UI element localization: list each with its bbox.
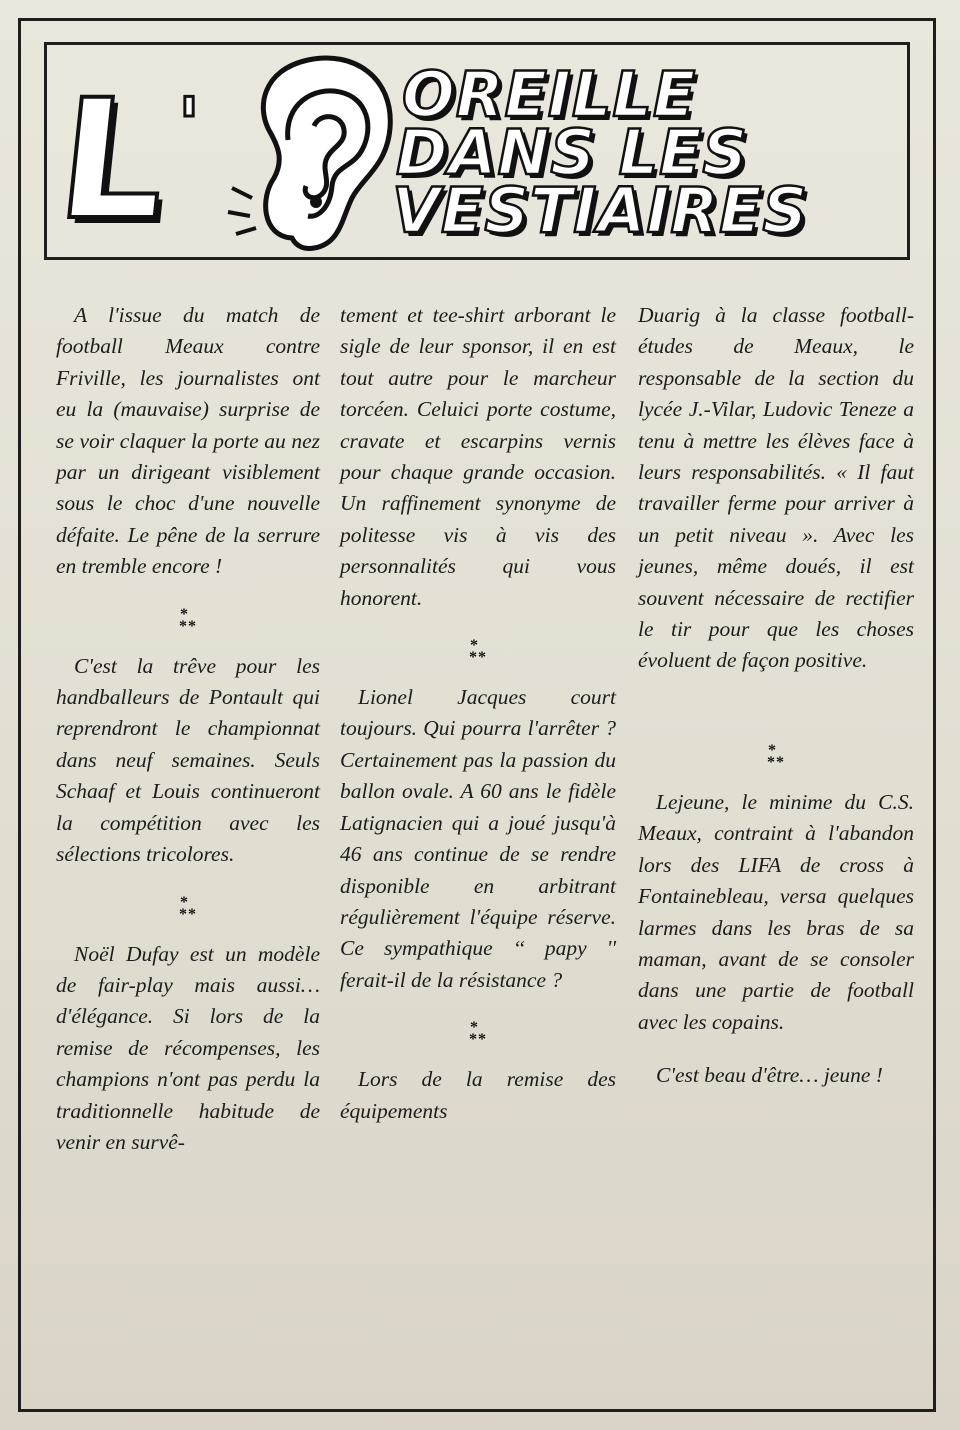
article-paragraph: A l'issue du match de football Meaux contre Friville, les journalistes ont eu la (mauvaise) surprise de se voir claquer la porte au nez par un dirigeant visiblement sous le choc d'une nouvelle défaite. Le pêne de la serrure en tremble encore ! — [56, 303, 320, 579]
separator-star-2: ** — [767, 753, 785, 771]
article-paragraph: Lionel Jacques court toujours. Qui pourra l'arrêter ? Certainement pas la passion du ballon ovale. A 60 ans le fidèle Latignacien qui a joué jusqu'à 46 ans continue de se rendre disponible en arbitrant régulièrement l'équipe réserve. Ce sympathique ‘‘ papy '' ferait-il de la résistance ? — [340, 685, 616, 992]
separator-star-2: ** — [469, 1031, 487, 1049]
text-column-3 — [638, 300, 914, 1092]
title-line-1: OREILLE — [402, 58, 697, 131]
separator-stars — [340, 637, 616, 667]
article-paragraph: C'est la trêve pour les handballeurs de Pontault qui reprendront le championnat dans neuf semaines. Seuls Schaaf et Louis continueront la compétition avec les sélections tricolores. — [56, 653, 320, 867]
article-paragraph: Duarig à la classe football-études de Meaux, le responsable de la section du lycée J.-Vilar, Ludovic Teneze a tenu à mettre les élèves face à leurs responsabilités. « Il faut travailler ferme pour arriver à un petit niveau ». Avec les jeunes, même doués, il est souvent nécessaire de rectifier le tir pour que les choses évoluent de façon positive. — [638, 303, 914, 673]
text-column-2 — [340, 300, 616, 1127]
header-apostrophe: ' — [178, 82, 201, 166]
article-paragraph: tement et tee-shirt arborant le sigle de leur sponsor, il en est tout autre pour le marcheur torcéen. Celuici porte costume, cravate et escarpins vernis pour chaque grande occasion. Un raffinement synonyme de politesse vis à vis des personnalités qui vous honorent. — [340, 303, 616, 610]
header-letter: L — [49, 64, 176, 256]
separator-star-2: ** — [179, 905, 197, 923]
separator-star-2: ** — [469, 649, 487, 667]
article-paragraph: C'est beau d'être… jeune ! — [656, 1063, 883, 1088]
separator-star-2: ** — [179, 617, 197, 635]
separator-star-1: * — [180, 605, 188, 623]
title-line-2: DANS LES — [396, 116, 749, 189]
separator-stars — [638, 741, 914, 771]
separator-star-1: * — [470, 637, 478, 655]
separator-stars — [340, 1019, 616, 1049]
separator-stars — [56, 605, 320, 635]
separator-star-1: * — [180, 893, 188, 911]
article-paragraph: Noël Dufay est un modèle de fair-play mais aussi… d'élégance. Si lors de la remise de récompenses, les champions n'ont pas perdu la traditionnelle habitude de venir en survê- — [56, 941, 320, 1154]
separator-stars — [56, 893, 320, 923]
spacer — [638, 1038, 914, 1060]
spacer — [638, 677, 914, 719]
text-column-1 — [56, 300, 320, 1158]
separator-star-1: * — [768, 741, 776, 759]
header-title — [392, 58, 912, 247]
separator-star-1: * — [470, 1019, 478, 1037]
article-paragraph: Lors de la remise des équipements — [340, 1067, 616, 1123]
article-paragraph: Lejeune, le minime du C.S. Meaux, contraint à l'abandon lors des LIFA de cross à Fontainebleau, versa quelques larmes dans les bras de sa maman, avant de se consoler dans une partie de football avec les copains. — [638, 789, 914, 1034]
title-line-3: VESTIAIRES — [392, 174, 809, 247]
ear-icon — [222, 48, 404, 256]
